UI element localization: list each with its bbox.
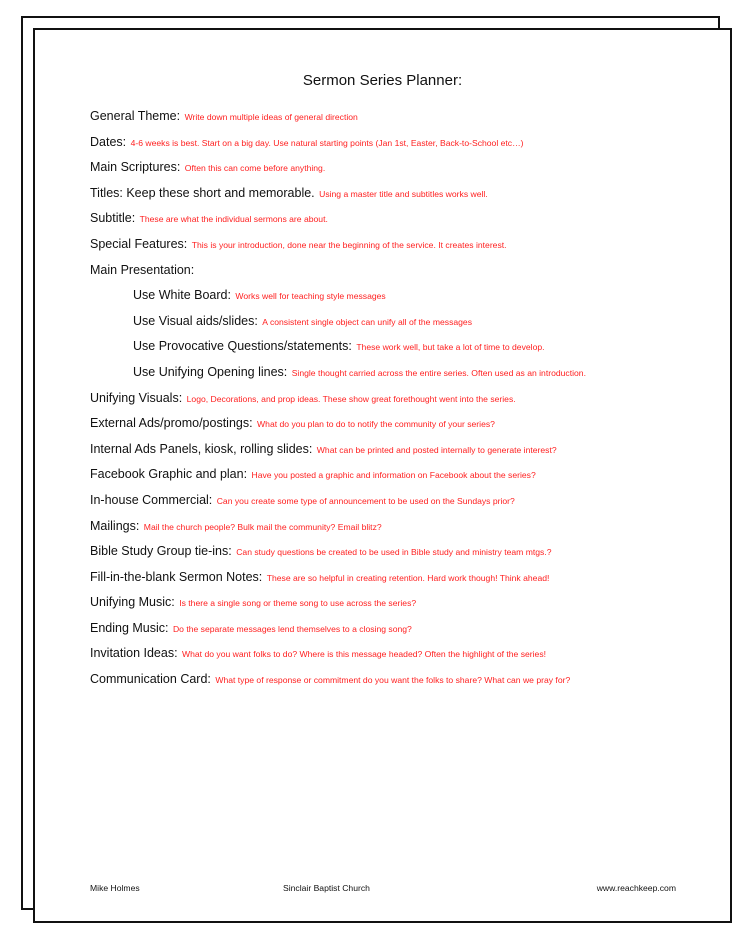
front-page-sheet [33, 28, 732, 923]
item-label: Unifying Visuals: [90, 390, 183, 405]
item-note: Can study questions be created to be used in Bible study and ministry team mtgs.? [236, 547, 552, 558]
footer-church: Sinclair Baptist Church [283, 883, 370, 893]
planner-item-sermon-notes [90, 564, 720, 590]
planner-item-unifying-visuals [90, 385, 720, 411]
planner-item-general-theme [90, 103, 720, 129]
planner-item-invitation-ideas [90, 640, 720, 666]
item-label: Main Presentation: [90, 262, 195, 277]
item-note: What do you plan to do to notify the community of your series? [257, 419, 495, 430]
footer-website: www.reachkeep.com [596, 883, 676, 893]
item-label: Special Features: [90, 236, 188, 251]
item-note: Often this can come before anything. [184, 163, 326, 174]
item-note: What type of response or commitment do you want the folks to share? What can we pray for? [215, 675, 571, 686]
item-label: Subtitle: [90, 211, 136, 226]
item-note: 4-6 weeks is best. Start on a big day. Use natural starting points (Jan 1st, Easter, Back-to-School etc…) [130, 137, 524, 148]
planner-item-ending-music [90, 615, 720, 641]
item-label: Titles: Keep these short and memorable. [90, 185, 315, 200]
planner-item-main-presentation [90, 257, 720, 283]
planner-item-dates [90, 129, 720, 155]
item-note: This is your introduction, done near the beginning of the service. It creates interest. [191, 239, 507, 250]
planner-item-in-house-commercial [90, 487, 720, 513]
item-label: Main Scriptures: [90, 160, 181, 175]
item-note: Write down multiple ideas of general direction [184, 112, 358, 122]
item-label: Fill-in-the-blank Sermon Notes: [90, 569, 263, 584]
item-note: Single thought carried across the entire series. Often used as an introduction. [291, 367, 586, 378]
item-note: A consistent single object can unify all of the messages [262, 316, 473, 327]
item-label: Use White Board: [133, 288, 231, 303]
item-note: Have you posted a graphic and information on Facebook about the series? [251, 470, 536, 481]
page-title: Sermon Series Planner: [302, 72, 463, 89]
item-note: What can be printed and posted internally to generate interest? [316, 444, 557, 455]
item-label: In-house Commercial: [90, 492, 213, 507]
planner-item-main-scriptures [90, 154, 720, 180]
item-label: Use Visual aids/slides: [133, 313, 258, 328]
item-note: Do the separate messages lend themselves to a closing song? [172, 623, 412, 634]
item-label: Bible Study Group tie-ins: [90, 544, 232, 559]
item-note: These work well, but take a lot of time to develop. [356, 342, 545, 353]
item-label: Facebook Graphic and plan: [90, 467, 248, 482]
planner-item-unifying-music [90, 589, 720, 615]
planner-subitem-opening-lines [90, 359, 720, 385]
item-label: Ending Music: [90, 620, 169, 635]
item-label: Mailings: [90, 518, 140, 533]
planner-subitem-white-board [90, 282, 720, 308]
planner-item-facebook [90, 461, 720, 487]
planner-subitem-visual-aids [90, 308, 720, 334]
item-note: These are so helpful in creating retention. Hard work though! Think ahead! [266, 572, 550, 583]
planner-item-external-ads [90, 410, 720, 436]
planner-item-subtitle [90, 205, 720, 231]
planner-subitem-provocative-questions [90, 333, 720, 359]
item-label: Use Provocative Questions/statements: [133, 339, 352, 354]
item-label: Dates: [90, 134, 127, 149]
planner-item-special-features [90, 231, 720, 257]
item-note: Mail the church people? Bulk mail the community? Email blitz? [143, 521, 382, 532]
planner-item-communication-card [90, 666, 720, 692]
footer-author: Mike Holmes [90, 883, 140, 893]
item-label: General Theme: [90, 109, 181, 123]
item-label: Unifying Music: [90, 595, 175, 610]
planner-list [90, 103, 720, 692]
item-note: Is there a single song or theme song to use across the series? [179, 598, 417, 609]
planner-item-bible-study [90, 538, 720, 564]
item-label: Use Unifying Opening lines: [133, 364, 288, 379]
item-note: Works well for teaching style messages [235, 291, 386, 302]
item-note: Logo, Decorations, and prop ideas. These show great forethought went into the series. [186, 393, 516, 404]
item-note: Using a master title and subtitles works well. [319, 188, 488, 199]
item-note: What do you want folks to do? Where is this message headed? Often the highlight of the series! [182, 649, 547, 660]
planner-item-mailings [90, 513, 720, 539]
planner-item-internal-ads [90, 436, 720, 462]
item-label: Internal Ads Panels, kiosk, rolling slides: [90, 441, 313, 456]
item-note: Can you create some type of announcement to be used on the Sundays prior? [216, 495, 515, 506]
item-note: These are what the individual sermons are about. [139, 214, 328, 225]
item-label: External Ads/promo/postings: [90, 416, 253, 431]
item-label: Invitation Ideas: [90, 646, 178, 661]
planner-item-titles [90, 180, 720, 206]
item-label: Communication Card: [90, 672, 211, 687]
